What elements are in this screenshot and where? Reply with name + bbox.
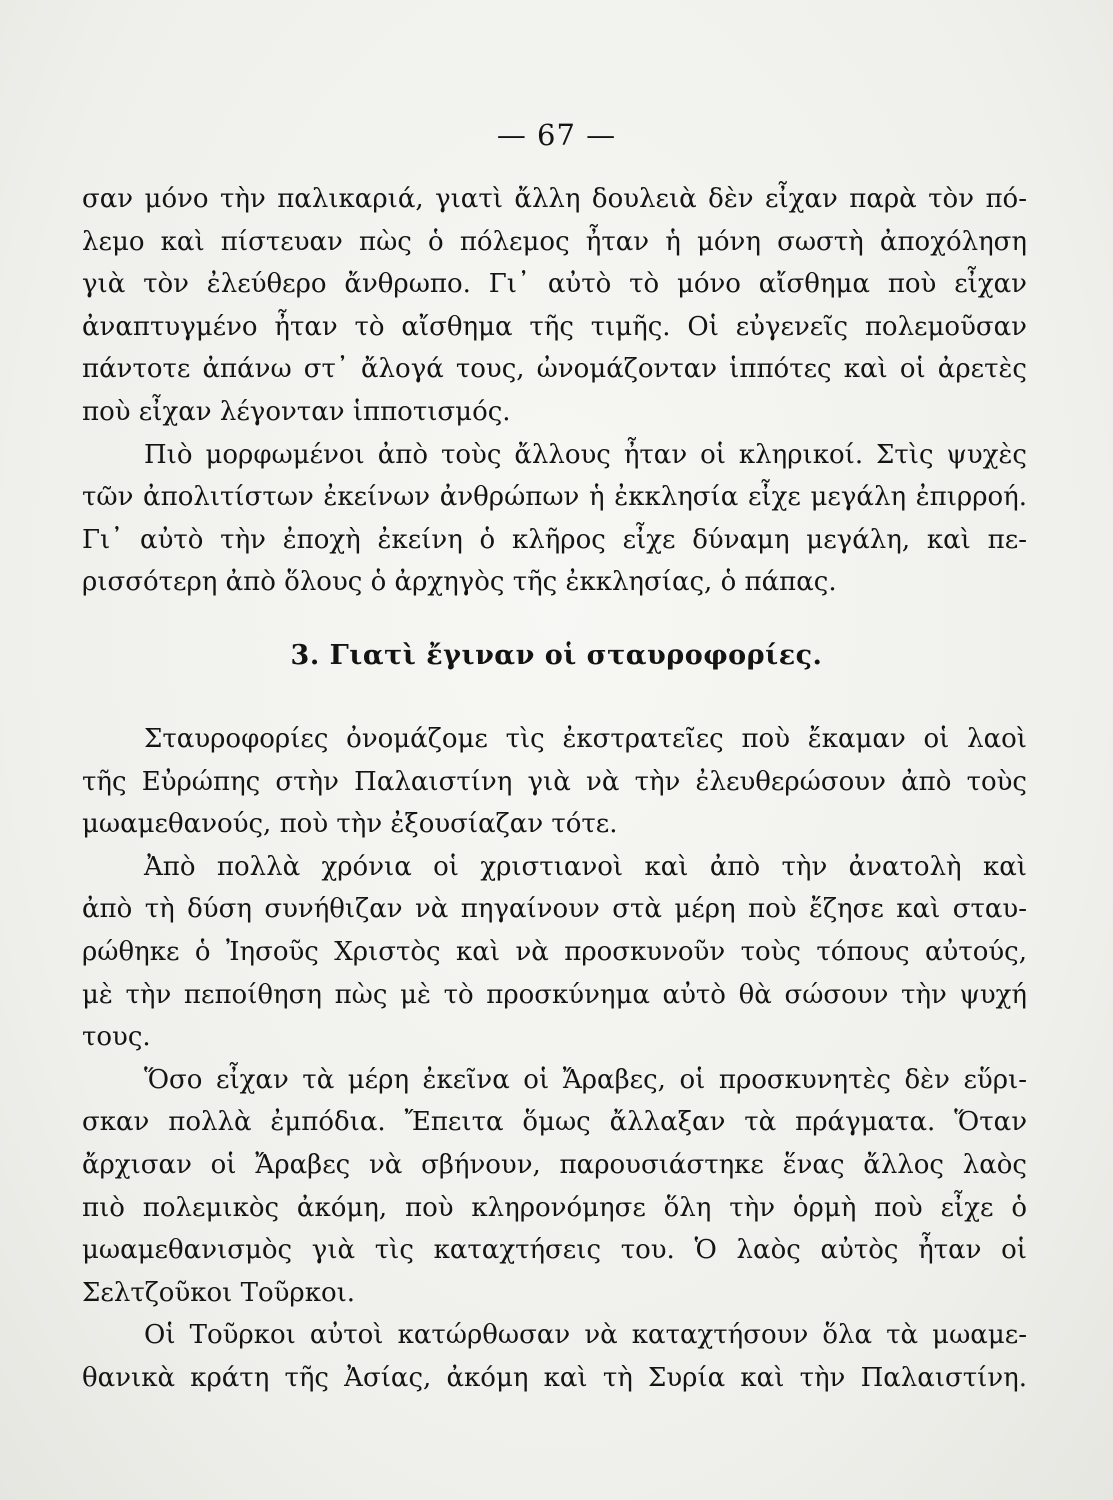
text-line: μωαμεθανούς, ποὺ τὴν ἐξουσίαζαν τότε.	[82, 809, 618, 840]
text-line: τῆς Εὐρώπης στὴν Παλαιστίνη γιὰ νὰ τὴν ἐλευθερώσουν ἀπὸ τοὺς	[82, 766, 1027, 797]
text-line: πιὸ πολεμικὸς ἀκόμη, ποὺ κληρονόμησε ὅλη τὴν ὁρμὴ ποὺ εἶχε ὁ	[82, 1192, 1027, 1223]
section-heading: 3. Γιατὶ ἔγιναν οἱ σταυροφορίες.	[290, 640, 823, 671]
text-line: πάντοτε ἀπάνω στ᾿ ἄλογά τους, ὠνομάζονταν ἱππότες καὶ οἱ ἀρετὲς	[82, 354, 1027, 385]
text-line: τους.	[82, 1022, 151, 1053]
text-line: σαν μόνο τὴν παλικαριά, γιατὶ ἄλλη δουλειὰ δὲν εἶχαν παρὰ τὸν πό-	[82, 184, 1027, 214]
text-line: Γι᾿ αὐτὸ τὴν ἐποχὴ ἐκείνη ὁ κλῆρος εἶχε δύναμη μεγάλη, καὶ πε-	[82, 524, 1027, 555]
text-line: Ὅσο εἶχαν τὰ μέρη ἐκεῖνα οἱ Ἄραβες, οἱ προσκυνητὲς δὲν εὕρι-	[144, 1064, 1027, 1095]
section-crusades	[82, 718, 1027, 1400]
text-line: ρισσότερη ἀπὸ ὅλους ὁ ἀρχηγὸς τῆς ἐκκλησίας, ὁ πάπας.	[82, 567, 837, 598]
text-line: θανικὰ κράτη τῆς Ἀσίας, ἀκόμη καὶ τὴ Συρία καὶ τὴν Παλαιστίνη.	[82, 1362, 1027, 1393]
text-line: σκαν πολλὰ ἐμπόδια. Ἔπειτα ὅμως ἄλλαξαν τὰ πράγματα. Ὅταν	[82, 1107, 1027, 1138]
text-line: ἀπὸ τὴ δύση συνήθιζαν νὰ πηγαίνουν στὰ μέρη ποὺ ἔζησε καὶ σταυ-	[82, 894, 1027, 925]
text-line: λεμο καὶ πίστευαν πὼς ὁ πόλεμος ἦταν ἡ μόνη σωστὴ ἀποχόληση	[82, 226, 1027, 257]
text-line: Σταυροφορίες ὀνομάζομε τὶς ἐκστρατεῖες ποὺ ἔκαμαν οἱ λαοὶ	[144, 724, 1027, 754]
text-line: Οἱ Τοῦρκοι αὐτοὶ κατώρθωσαν νὰ καταχτήσουν ὅλα τὰ μωαμε-	[144, 1320, 1027, 1351]
page-number: — 67 —	[496, 118, 617, 152]
text-line: γιὰ τὸν ἐλεύθερο ἄνθρωπο. Γι᾿ αὐτὸ τὸ μόνο αἴσθημα ποὺ εἶχαν	[82, 269, 1027, 300]
text-line: μὲ τὴν πεποίθηση πὼς μὲ τὸ προσκύνημα αὐτὸ θὰ σώσουν τὴν ψυχή	[82, 979, 1027, 1010]
text-line: Ἀπὸ πολλὰ χρόνια οἱ χριστιανοὶ καὶ ἀπὸ τὴν ἀνατολὴ καὶ	[144, 851, 1027, 882]
text-line: ποὺ εἶχαν λέγονταν ἱπποτισμός.	[82, 396, 511, 427]
section-feudal-society	[82, 178, 1027, 604]
text-line: Σελτζοῦκοι Τοῦρκοι.	[82, 1277, 356, 1308]
text-line: τῶν ἀπολιτίστων ἐκείνων ἀνθρώπων ἡ ἐκκλησία εἶχε μεγάλη ἐπιρροή.	[82, 482, 1027, 513]
text-line: μωαμεθανισμὸς γιὰ τὶς καταχτήσεις του. Ὁ λαὸς αὐτὸς ἦταν οἱ	[82, 1235, 1027, 1266]
text-line: ρώθηκε ὁ Ἰησοῦς Χριστὸς καὶ νὰ προσκυνοῦν τοὺς τόπους αὐτούς,	[82, 936, 1027, 967]
text-line: ἄρχισαν οἱ Ἄραβες νὰ σβήνουν, παρουσιάστηκε ἕνας ἄλλος λαὸς	[82, 1149, 1027, 1180]
text-line: Πιὸ μορφωμένοι ἀπὸ τοὺς ἄλλους ἦταν οἱ κληρικοί. Στὶς ψυχὲς	[144, 439, 1027, 470]
text-line: ἀναπτυγμένο ἦταν τὸ αἴσθημα τῆς τιμῆς. Οἱ εὐγενεῖς πολεμοῦσαν	[82, 311, 1027, 342]
